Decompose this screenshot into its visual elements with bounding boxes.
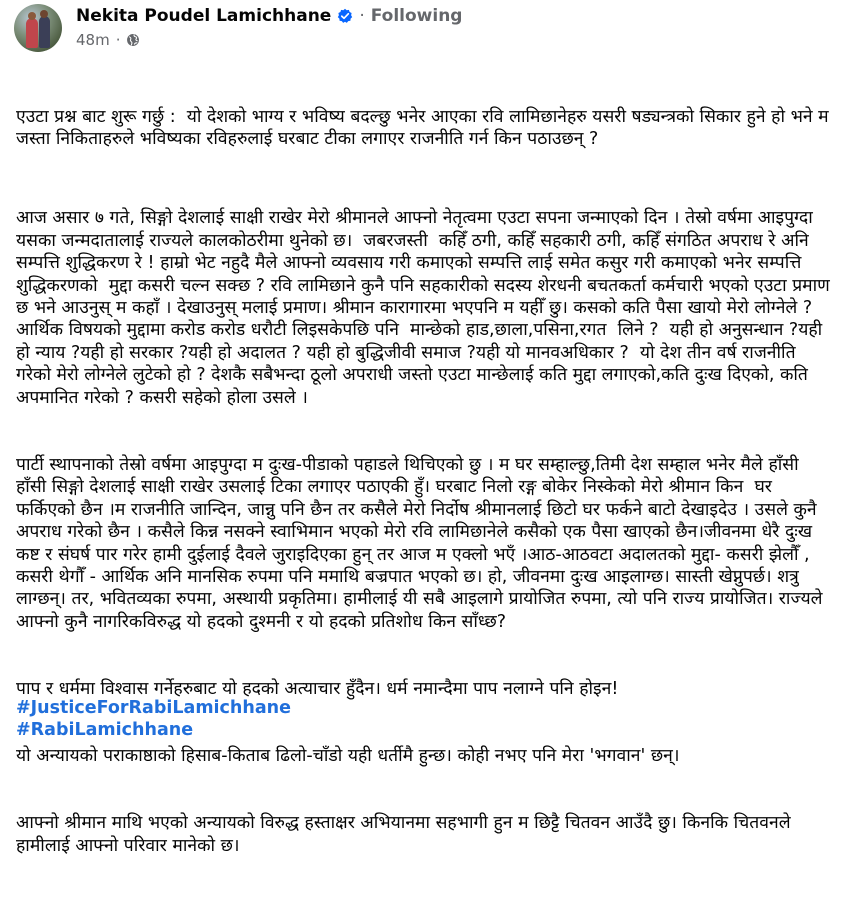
post-paragraph: आफ्नो श्रीमान माथि भएको अन्यायको विरुद्ध हस्ताक्षर अभियानमा सहभागी हुन म छिट्टै चितवन आउँदै छु। किनकि चितवनले हामीलाई आफ्नो परिवार मानेको छ। [16,813,797,856]
post-body [16,61,836,902]
verified-badge-icon [337,8,353,24]
avatar-figure-left [26,18,38,48]
author-avatar[interactable] [14,4,62,52]
meta-separator: · [115,31,121,49]
globe-icon[interactable] [126,33,140,47]
author-name[interactable]: Nekita Poudel Lamichhane [76,6,332,26]
post-paragraph: यो अन्यायको पराकाष्ठाको हिसाब-किताब ढिलो-चाँडो यही धर्तीमै हुन्छ। कोही नभए पनि मेरा 'भगवान' छन्। [16,746,680,767]
separator-dot: · [359,6,365,26]
post-paragraph: पार्टी स्थापनाको तेस्रो वर्षमा आइपुग्दा म दुःख-पीडाको पहाडले थिचिएको छु । म घर सम्हाल्छु,तिमी देश सम्हाल भनेर मैले हाँसी हाँसी सिङ्गो देशलाई साक्षी राखेर उसलाई टिका लगाएर पठाएकी हुँ। घरबाट निलो रङ्ग बोकेर निस्केको मेरो श्रीमान किन घर फर्किएको छैन ।म राजनीति जान्दिन, जान्नु पनि छैन तर कसैले मेरो निर्दोष श्रीमानलाई छिटो घर फर्कने बाटो देखाइदेउ । उसले कुनै अपराध गरेको छैन । कसैले किन्न नसक्ने स्वाभिमान भएको मेरो रवि लामिछानेले कसैको एक पैसा खाएको छैन।जीवनमा धेरै दुःख कष्ट र संघर्ष पार गरेर हामी दुईलाई दैवले जुराइदिएका हुन् तर आज म एक्लो भएँ ।आठ-आठवटा अदालतको मुद्दा- कसरी झेलौँ , कसरी थेगौँ - आर्थिक अनि मानसिक रुपमा पनि ममाथि बज्रपात भएको छ। हो, जीवनमा दुःख आइलाग्छ। सास्ती खेप्नुपर्छ। शत्रु लाग्छन्। तर, भवितव्यका रुपमा, अस्थायी प्रकृतिमा। हामीलाई यी सबै आइलागे प्रायोजित रुपमा, त्यो पनि राज्य प्रायोजित। राज्यले आफ्नो कुनै नागरिकविरुद्ध यो हदको दुश्मनी र यो हदको प्रतिशोध किन साँध्छ? [16,454,829,632]
post-timestamp[interactable]: 48m [76,31,110,49]
hashtag-link[interactable]: #JusticeForRabiLamichhane [16,698,291,718]
hashtag-list [16,697,291,742]
following-status-button[interactable]: Following [370,6,463,26]
post-paragraph: पाप र धर्ममा विश्वास गर्नेहरुबाट यो हदको अत्याचार हुँदैन। धर्म नमान्दैमा पाप नलाग्ने पनि होइन! [16,678,619,699]
post-header [14,4,847,52]
post-paragraph: आज असार ७ गते, सिङ्गो देशलाई साक्षी राखेर मेरो श्रीमानले आफ्नो नेतृत्वमा एउटा सपना जन्माएको दिन । तेस्रो वर्षमा आइपुग्दा यसका जन्मदातालाई राज्यले कालकोठरीमा थुनेको छ। जबरजस्ती कहिँ ठगी, कहिँ सहकारी ठगी, कहिँ संगठित अपराध रे अनि सम्पत्ति शुद्धिकरण रे ! हाम्रो भेट नहुदै मैले आफ्नो व्यवसाय गरी कमाएको सम्पत्ति लाई समेत कसुर गरी कमाएको भनेर सम्पत्ति शुद्धिकरणको मुद्दा कसरी चल्न सक्छ ? रवि लामिछाने कुनै पनि सहकारीको सदस्य शेरधनी बचतकर्ता कर्मचारी भएको एउटा प्रमाण छ भने आउनुस् म कहाँ । देखाउनुस् मलाई प्रमाण। श्रीमान कारागारमा भएपनि म यहीँ छु। कसको कति पैसा खायो मेरो लोग्नेले ? आर्थिक विषयको मुद्दामा करोड करोड धरौटी लिइसकेपछि पनि मान्छेको हाड,छाला,पसिना,रगत लिने ? यही हो अनुसन्धान ?यही हो न्याय ?यही हो सरकार ?यही हो अदालत ? यही हो बुद्धिजीवी समाज ?यही यो मानवअधिकार ? यो देश तीन वर्ष राजनीति गरेको मेरो लोग्नेले लुटेको हो ? देशकै सबैभन्दा ठूलो अपराधी जस्तो एउटा मान्छेलाई कति मुद्दा लगाएको,कति दुःख दिएको, कति अपमानित गरेको ? कसरी सहेको होला उसले । [16,208,836,408]
post-paragraph: एउटा प्रश्न बाट शुरू गर्छु : यो देशको भाग्य र भविष्य बदल्छु भनेर आएका रवि लामिछानेहरु यसरी षड्यन्त्रको सिकार हुने हो भने म जस्ता निकिताहरुले भविष्यका रविहरुलाई घरबाट टीका लगाएर राजनीति गर्न किन पठाउछन् ? [16,106,835,150]
avatar-figure-right [39,16,50,48]
post-meta [76,31,140,49]
name-row [76,6,462,26]
hashtag-link[interactable]: #RabiLamichhane [16,720,194,741]
avatar-head-right [40,10,48,18]
avatar-head-left [28,12,36,20]
